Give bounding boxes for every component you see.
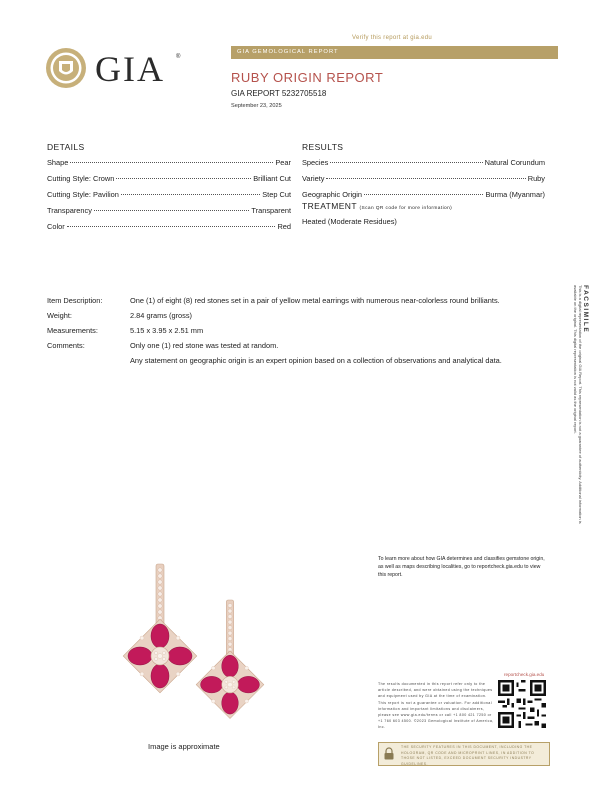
earrings-image — [118, 560, 274, 740]
result-row: Geographic Origin Burma (Myanmar) — [302, 190, 545, 199]
reportcheck-link[interactable]: reportcheck.gia.edu — [504, 672, 545, 677]
comments-row-2: Any statement on geographic origin is an expert opinion based on a collection of observations and analytical data. — [130, 356, 502, 365]
result-row: Variety Ruby — [302, 174, 545, 183]
security-text: THE SECURITY FEATURES IN THIS DOCUMENT, INCLUDING THE HOLOGRAM, QR CODE AND MICROPRINT LINES, IN ADDITION TO THOSE NOT LISTED, EXCEED DOCUMENT SECURITY INDUSTRY GUIDELINES. — [401, 745, 535, 766]
facsimile-notice — [570, 285, 592, 535]
result-row: Species Natural Corundum — [302, 158, 545, 167]
verify-link[interactable]: Verify this report at gia.edu — [352, 35, 433, 41]
treatment-note: (Scan QR code for more information) — [359, 206, 453, 211]
details-section — [47, 142, 291, 238]
image-caption: Image is approximate — [148, 742, 220, 751]
report-title: RUBY ORIGIN REPORT — [231, 70, 384, 85]
treatment-heading — [302, 201, 452, 211]
detail-row: Cutting Style: Crown Brilliant Cut — [47, 174, 291, 183]
facsimile-text: This is a digital representation of the original GIA Report. This representation is not a guarantee of authenticity. Additional information is available on the original. This digital representation is not valid as the original report. — [573, 285, 583, 524]
weight-row: Weight: 2.84 grams (gross) — [47, 311, 193, 320]
report-number-label: GIA REPORT — [231, 89, 280, 98]
learn-more-text: To learn more about how GIA determines and classifies gemstone origin, as well as maps describing localities, go to reportcheck.gia.edu to view this report. — [378, 556, 545, 578]
description-section — [47, 293, 547, 368]
report-number-value: 5232705518 — [281, 89, 327, 98]
treatment-title: TREATMENT — [302, 201, 357, 211]
report-date: September 23, 2025 — [231, 103, 282, 109]
detail-row: Transparency Transparent — [47, 206, 291, 215]
band-label: GIA GEMOLOGICAL REPORT — [237, 49, 339, 55]
results-heading: RESULTS — [302, 142, 344, 152]
detail-row: Cutting Style: Pavilion Step Cut — [47, 190, 291, 199]
detail-row: Shape Pear — [47, 158, 291, 167]
legal-disclaimer: The results documented in this report refer only to the article described, and were obtained using the techniques and equipment used by GIA at the time of examination. This report is not a guarantee or valuation. For additional information and important limitations and disclaimers, please see www.gia.edu/terms or call +1 800 421 7250 or +1 760 603 4500. ©2023 Gemological Institute of America, Inc. — [378, 682, 494, 730]
qr-code[interactable] — [498, 680, 546, 728]
lock-icon — [383, 747, 395, 760]
measurements-row: Measurements: 5.15 x 3.95 x 2.51 mm — [47, 326, 204, 335]
detail-row: Color Red — [47, 222, 291, 231]
comments-row: Comments: Only one (1) red stone was tested at random. — [47, 341, 279, 350]
report-type-band — [231, 46, 558, 59]
details-heading: DETAILS — [47, 142, 85, 152]
security-strip — [378, 742, 550, 766]
gia-seal-logo — [45, 47, 87, 89]
registered-mark: ® — [176, 54, 181, 60]
facsimile-title: FACSIMILE — [582, 285, 589, 334]
report-number — [231, 89, 326, 98]
treatment-value: Heated (Moderate Residues) — [302, 217, 397, 226]
item-description-row: Item Description: One (1) of eight (8) red stones set in a pair of yellow metal earrings with numerous near-colorless round brilliants. — [47, 296, 500, 305]
gia-wordmark: GIA — [95, 49, 165, 89]
results-section — [302, 142, 545, 206]
